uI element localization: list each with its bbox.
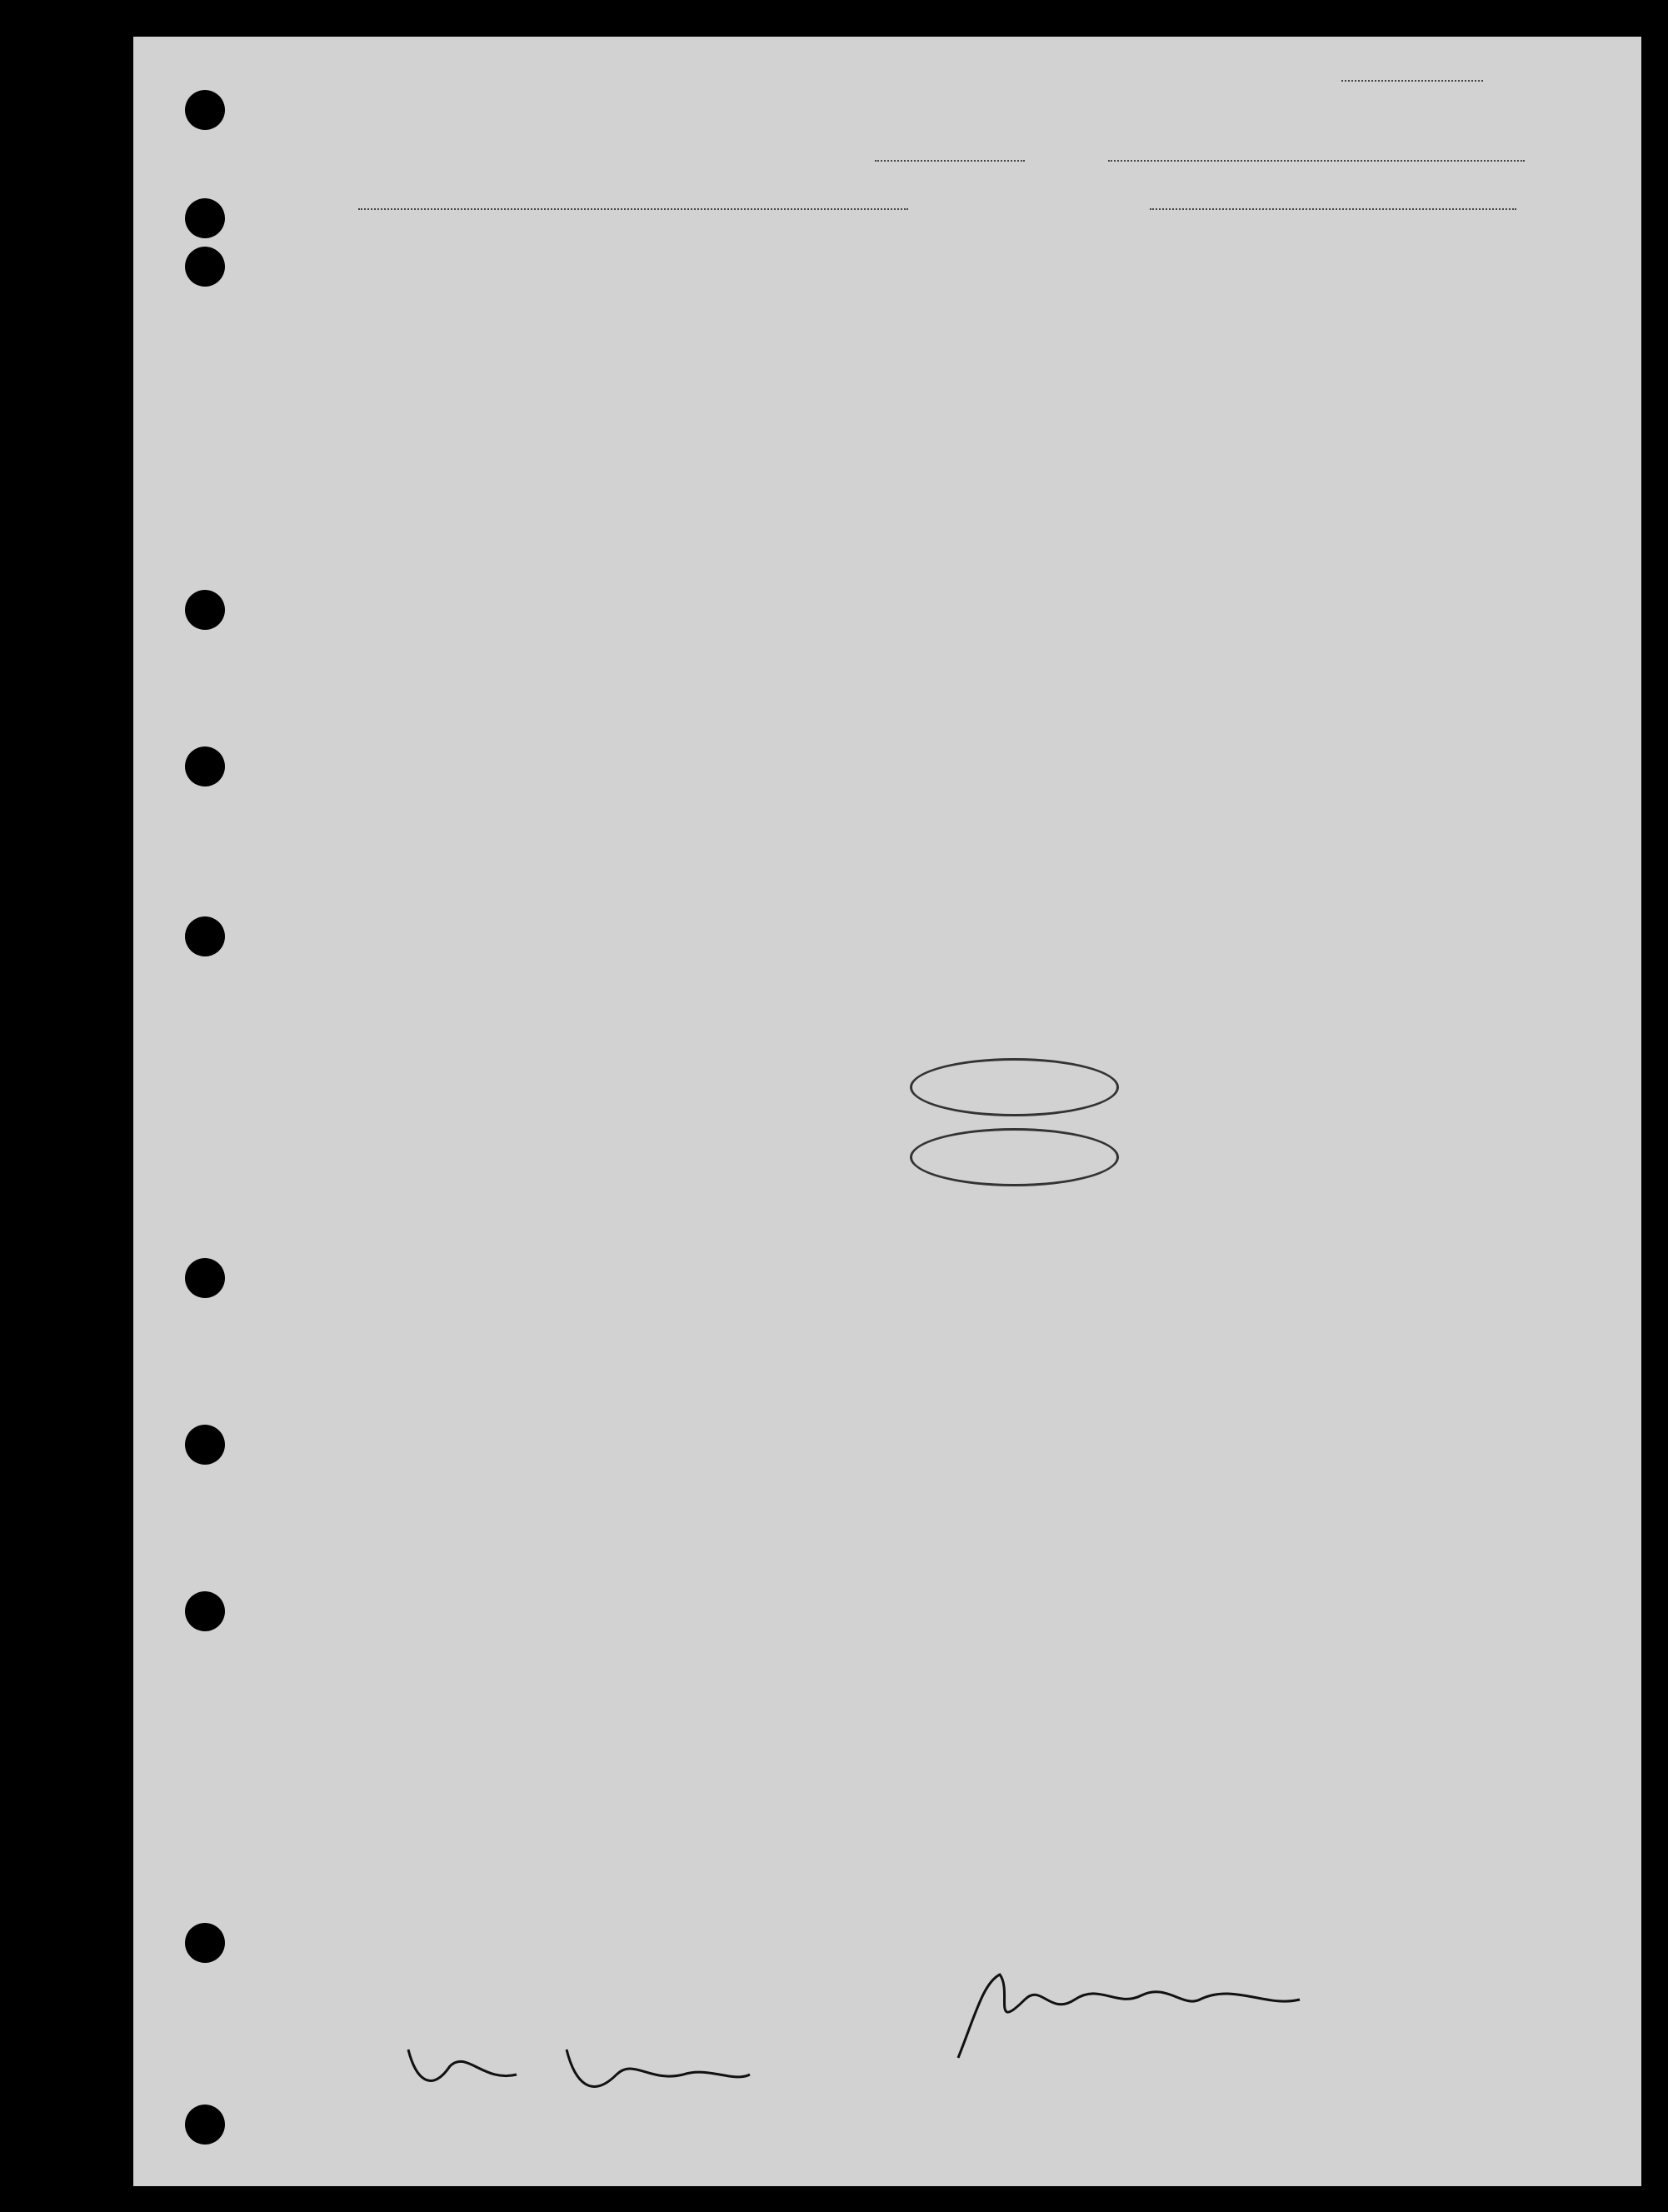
manifest-sheet: [133, 37, 1641, 2186]
punch-hole: [185, 746, 225, 786]
punch-hole: [185, 1258, 225, 1298]
punch-hole: [185, 198, 225, 238]
punch-hole: [185, 90, 225, 130]
vessel-name: [358, 208, 908, 210]
punch-hole: [185, 1591, 225, 1631]
punch-hole: [185, 916, 225, 956]
port-of-arrival: [1150, 208, 1516, 210]
uscit-oval: [910, 1058, 1119, 1116]
port-of-embarkation: [1108, 160, 1525, 162]
manifest-number-typed: [1341, 80, 1483, 82]
punch-hole: [185, 1923, 225, 1963]
class-value: [875, 160, 1025, 162]
uscit-oval: [910, 1128, 1119, 1186]
punch-hole: [185, 247, 225, 287]
punch-hole: [185, 2105, 225, 2145]
punch-hole: [185, 590, 225, 630]
punch-hole: [185, 1425, 225, 1465]
